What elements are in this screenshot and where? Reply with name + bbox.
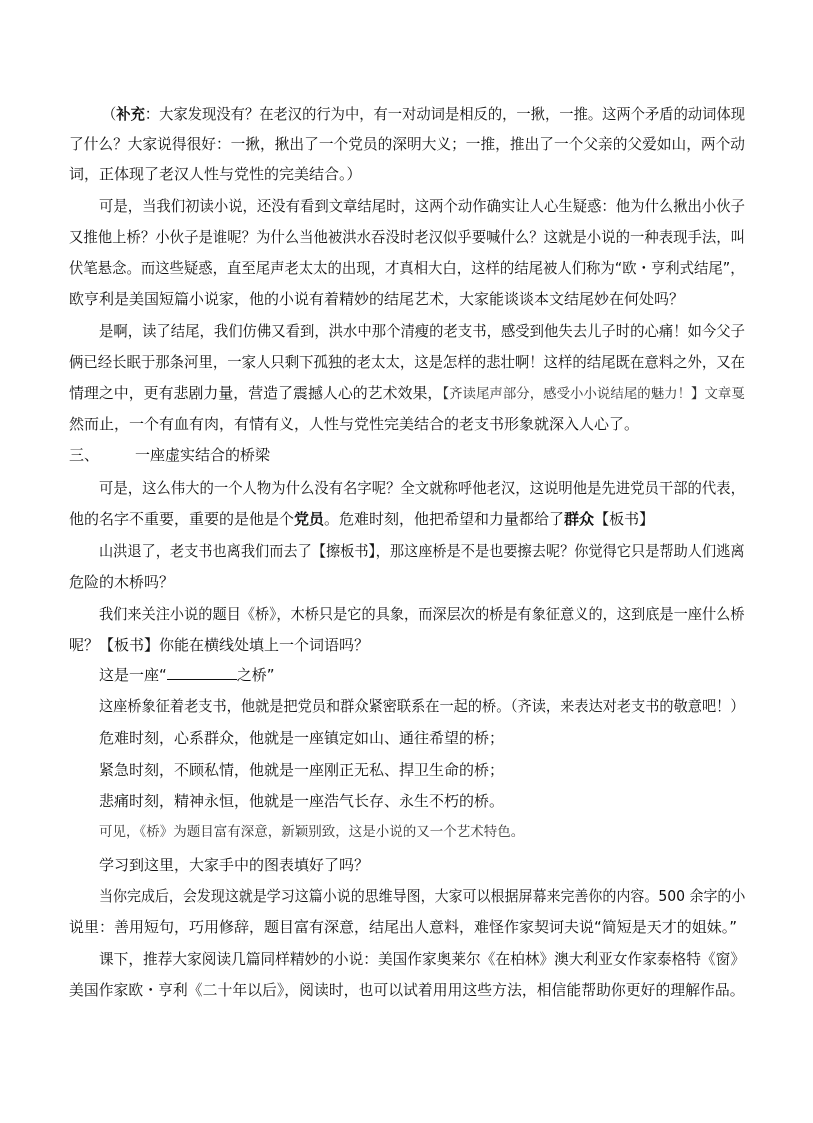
- suspense-line-1: 可是，当我们初读小说，还没有看到文章结尾时，这两个动作确实让人心生疑惑：他为什么揪出小伙子: [99, 197, 745, 215]
- title-line-2: 呢？【板书】你能在横线处填上一个词语吗？: [69, 636, 370, 654]
- name-line-2-text-b: 。危难时刻，他把希望和力量都给了: [324, 510, 565, 528]
- name-line-1: 可是，这么伟大的一个人物为什么没有名字呢？全文就称呼他老汉，这说明他是先进党员干部的代表，: [99, 479, 745, 497]
- board-note: 【板书】: [594, 510, 655, 528]
- suspense-line-2: 又推他上桥？小伙子是谁呢？为什么当他被洪水吞没时老汉似乎要喊什么？这就是小说的一种表现手法，叫: [69, 228, 746, 246]
- supplement-label: 补充: [116, 105, 145, 123]
- supplement-line-1: [102, 104, 745, 124]
- symbol-line: 这座桥象征着老支书，他就是把党员和群众紧密联系在一起的桥。（齐读，来表达对老支书的敬意吧！）: [99, 697, 745, 715]
- chart-question-line: 学习到这里，大家手中的图表填好了吗？: [99, 856, 370, 874]
- ending-line-1: 是啊，读了结尾，我们仿佛又看到，洪水中那个清瘦的老支书，感受到他失去儿子时的心痛！如今父子: [99, 322, 745, 340]
- supplement-line-3: 词，正体现了老汉人性与党性的完美结合。）: [69, 165, 362, 183]
- recommend-line-1: 课下，推荐大家阅读几篇同样精妙的小说：美国作家奥莱尔《在柏林》澳大利亚女作家泰格特《窗》: [99, 950, 746, 968]
- ending-line-3-text: 情理之中，更有悲剧力量，营造了震撼人心的艺术效果，: [69, 384, 443, 402]
- mindmap-line-1: 当你完成后，会发现这就是学习这篇小说的思维导图，大家可以根据屏幕来完善你的内容。500 余字的小: [99, 887, 746, 905]
- supplement-text-1: ：大家发现没有？在老汉的行为中，有一对动词是相反的，一揪，一推。这两个矛盾的动词体现: [144, 105, 746, 123]
- grief-line: 悲痛时刻，精神永恒，他就是一座浩气长存、永生不朽的桥。: [99, 792, 505, 810]
- suspense-line-3: 伏笔悬念。而这些疑惑，直至尾声老太太的出现，才真相大白，这样的结尾被人们称为“欧・亨利式结尾”，: [69, 259, 745, 277]
- flood-line-1: 山洪退了，老支书也离我们而去了【擦板书】，那这座桥是不是也要擦去呢？你觉得它只是帮助人们逃离: [99, 542, 745, 560]
- supplement-line-2: 了什么？大家说得很好：一揪，揪出了一个党员的深明大义；一推，推出了一个父亲的父爱如山，两个动: [69, 135, 746, 153]
- bold-party-member: 党员: [294, 510, 325, 528]
- section-3-heading: [69, 445, 270, 465]
- recommend-line-2: 美国作家欧・亨利《二十年以后》，阅读时，也可以试着用用这些方法，相信能帮助你更好的理解作品。: [69, 981, 745, 999]
- ending-line-2: 俩已经长眠于那条河里，一家人只剩下孤独的老太太，这是怎样的悲壮啊！这样的结尾既在意料之外，又在: [69, 353, 746, 371]
- flood-line-2: 危险的木桥吗？: [69, 573, 175, 591]
- name-line-2-text-a: 他的名字不重要，重要的是他是个: [69, 510, 295, 528]
- ending-line-3: [69, 383, 745, 403]
- ending-reading-note: 【齐读尾声部分，感受小小说结尾的魅力！】文章戛: [442, 386, 745, 402]
- bold-masses: 群众: [564, 510, 595, 528]
- title-line-1: 我们来关注小说的题目《桥》，木桥只是它的具象，而深层次的桥是有象征意义的，这到底是一座什么桥: [99, 605, 745, 623]
- fill-blank-line: [99, 664, 275, 684]
- name-line-2: [69, 509, 654, 529]
- section-3-title: 一座虚实结合的桥梁: [135, 446, 271, 464]
- supplement-open-paren: （: [102, 105, 117, 123]
- fill-blank-before: 这是一座“: [99, 666, 167, 684]
- ending-line-4: 然而止，一个有血有肉，有情有义，人性与党性完美结合的老支书形象就深入人心了。: [69, 415, 640, 433]
- danger-line: 危难时刻，心系群众，他就是一座镇定如山、通往希望的桥；: [99, 729, 505, 747]
- section-3-number: 三、: [69, 446, 100, 464]
- fill-blank-after: 之桥”: [236, 666, 275, 684]
- urgent-line: 紧急时刻，不顾私情，他就是一座刚正无私、捍卫生命的桥；: [99, 761, 505, 779]
- mindmap-line-2: 说里：善用短句，巧用修辞，题目富有深意，结尾出人意料，难怪作家契诃夫说“简短是天才的姐妹。”: [69, 918, 738, 936]
- visible-line: 可见，《桥》为题目富有深意，新颖别致，这是小说的又一个艺术特色。: [99, 824, 525, 840]
- suspense-line-4: 欧亨利是美国短篇小说家，他的小说有着精妙的结尾艺术，大家能谈谈本文结尾妙在何处吗？: [69, 290, 685, 308]
- fill-blank-underline: [167, 664, 237, 680]
